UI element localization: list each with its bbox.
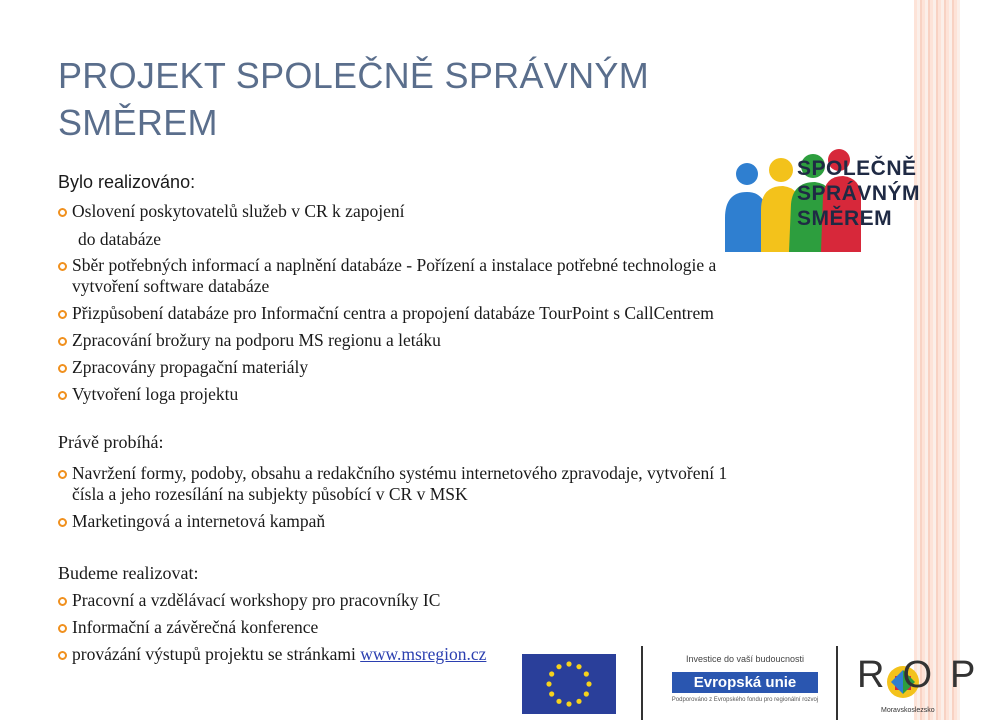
eu-star xyxy=(584,671,589,676)
bullet-icon xyxy=(58,208,67,217)
section-heading-in-progress: Právě probíhá: xyxy=(58,432,164,452)
list-item: Sběr potřebných informací a naplnění databáze - Pořízení a instalace potřebné technologie a vytvoření software databáze xyxy=(58,255,828,297)
list-item: Zpracovány propagační materiály xyxy=(58,357,828,378)
eu-star xyxy=(549,691,554,696)
eu-star xyxy=(549,671,554,676)
realized-list xyxy=(58,201,828,222)
bullet-icon xyxy=(58,364,67,373)
bullet-icon xyxy=(58,337,67,346)
list-item: Pracovní a vzdělávací workshopy pro pracovníky IC xyxy=(58,590,828,611)
eu-investment-logo: Investice do vaší budoucnosti Evropská unie Podporováno z Evropského fondu pro regionální rozvoj xyxy=(671,654,819,703)
section-heading-planned: Budeme realizovat: xyxy=(58,563,199,583)
list-item: Vytvoření loga projektu xyxy=(58,384,828,405)
list-item: Marketingová a internetová kampaň xyxy=(58,511,828,532)
list-item: provázání výstupů projektu se stránkami www.msregion.cz xyxy=(58,644,828,665)
slide-title: PROJEKT SPOLEČNĚ SPRÁVNÝM SMĚREM xyxy=(58,55,649,143)
eu-star xyxy=(546,681,551,686)
bullet-icon xyxy=(58,624,67,633)
in-progress-list xyxy=(58,463,828,532)
msregion-link[interactable]: www.msregion.cz xyxy=(360,644,487,664)
bullet-icon xyxy=(58,597,67,606)
rop-logo: ROP Moravskoslezsko xyxy=(853,650,953,720)
eu-star xyxy=(566,661,571,666)
bullet-icon xyxy=(58,651,67,660)
list-item: Oslovení poskytovatelů služeb v CR k zapojení xyxy=(58,201,828,222)
eu-star xyxy=(576,699,581,704)
bullet-icon xyxy=(58,391,67,400)
bullet-icon xyxy=(58,262,67,271)
bullet-icon xyxy=(58,310,67,319)
list-item: Informační a závěrečná konference xyxy=(58,617,828,638)
list-item: Zpracování brožury na podporu MS regionu a letáku xyxy=(58,330,828,351)
section-heading-realized: Bylo realizováno: xyxy=(58,172,196,192)
list-item: Navržení formy, podoby, obsahu a redakčního systému internetového zpravodaje, vytvoření 1 čísla a jeho rozesílání na subjekty působící v CR v MSK xyxy=(58,463,828,505)
eu-star xyxy=(576,664,581,669)
project-logo-text: SPOLEČNĚ SPRÁVNÝM SMĚREM xyxy=(797,157,921,230)
bullet-icon xyxy=(58,518,67,527)
eu-flag-icon xyxy=(522,654,616,714)
eu-star xyxy=(556,664,561,669)
bullet-icon xyxy=(58,470,67,479)
divider xyxy=(641,646,643,720)
realized-list-continued xyxy=(58,255,828,405)
eu-star xyxy=(556,699,561,704)
divider xyxy=(836,646,838,720)
eu-star xyxy=(584,691,589,696)
eu-star xyxy=(586,681,591,686)
list-item-continuation: do databáze xyxy=(78,229,162,249)
eu-star xyxy=(566,701,571,706)
list-item: Přizpůsobení databáze pro Informační centra a propojení databáze TourPoint s CallCentrem xyxy=(58,303,828,324)
decorative-side-stripe xyxy=(914,0,960,720)
